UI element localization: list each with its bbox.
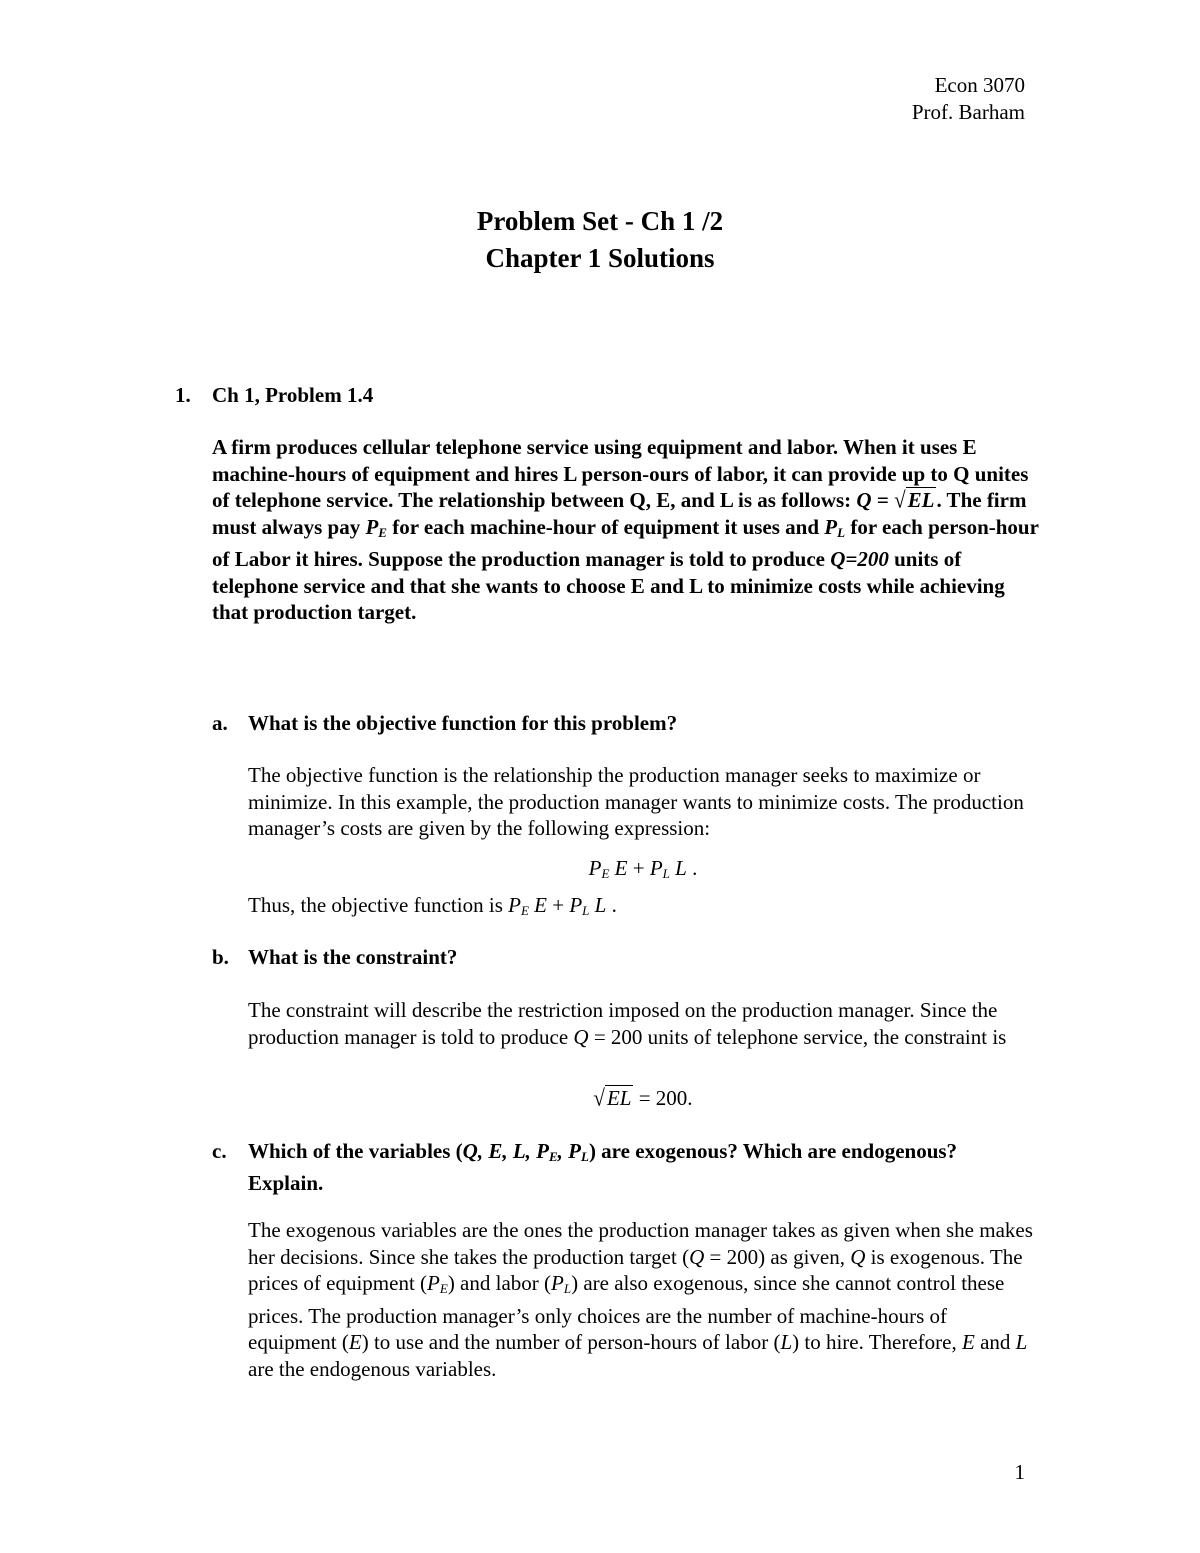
formula-q: Q (856, 488, 872, 512)
part-b-answer: The constraint will describe the restriction imposed on the production manager. Since the production manager is told to produce Q = 200 units of telephone service, the constraint is (248, 998, 1007, 1049)
course-label: Econ 3070 (934, 73, 1025, 97)
sqrt-formula: √EL (894, 486, 935, 514)
professor-label: Prof. Barham (911, 100, 1025, 124)
page-number: 1 (1014, 1460, 1025, 1484)
cost-expression: $P_E$ $E + P_L$ L . (588, 856, 698, 881)
part-b-letter: b. (212, 945, 229, 969)
question-heading (175, 382, 373, 408)
problem-statement: A firm produces cellular telephone service using equipment and labor. When it uses E machine-hours of equipment and hires L person-ours of labor, it can provide up to Q unites of telephone service. The relationship between Q, E, and L is as follows: Q = √EL. The firm must always pay $P_E$ for each machine-hour of equipment it uses and $P_L$ for each person-hour of Labor it hires. Suppose the production manager is told to produce Q=200 units of telephone service and that she wants to choose E and L to minimize costs while achieving that production target. (212, 435, 1039, 624)
part-c-question: c. Which of the variables (Q, E, L, $P_E$, $P_L$) are exogenous? Which are endogenous? Explain. (212, 1139, 958, 1195)
question-heading-text: Ch 1, Problem 1.4 (212, 383, 374, 407)
radical-symbol: √ (894, 486, 906, 514)
part-a-question: a. What is the objective function for this problem? (212, 711, 678, 735)
document-subtitle: Chapter 1 Solutions (485, 243, 715, 273)
part-c-answer: The exogenous variables are the ones the production manager takes as given when she makes her decisions. Since she takes the production target (Q = 200) as given, Q is exogenous. The prices of equipment $(P_E)$ and labor $(P_L)$ are also exogenous, since she cannot control these prices. The production manager’s only choices are the number of machine-hours of equipment (E) to use and the number of person-hours of labor (L) to hire. Therefore, E and L are the endogenous variables. (248, 1218, 1033, 1381)
constraint-equation: √EL = 200. (593, 1084, 693, 1112)
document-title: Problem Set - Ch 1 /2 (476, 206, 724, 236)
question-number: 1. (175, 383, 191, 407)
radical-symbol: √ (593, 1084, 605, 1112)
part-a-answer: The objective function is the relationship the production manager seeks to maximize or minimize. In this example, the production manager wants to minimize costs. The production manager’s costs are given by the following expression: (248, 763, 1024, 840)
part-a-letter: a. (212, 711, 228, 735)
objective-function-statement: Thus, the objective function is $P_E$ $E + P_L$ L . (248, 893, 617, 918)
production-target: Q=200 (830, 547, 889, 571)
part-c-letter: c. (212, 1139, 227, 1163)
part-b-question: b. What is the constraint? (212, 945, 458, 969)
